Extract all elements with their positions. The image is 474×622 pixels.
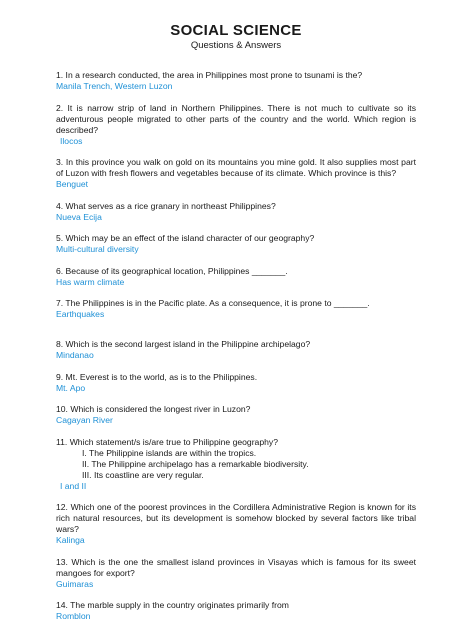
answer-text: Nueva Ecija: [56, 211, 102, 222]
qa-item-5: [56, 233, 416, 255]
qa-item-13: [56, 557, 416, 590]
qa-item-4: [56, 201, 416, 223]
question-text: 7. The Philippines is in the Pacific plate. As a consequence, it is prone to _______.: [56, 298, 370, 308]
question-text: 14. The marble supply in the country originates primarily from: [56, 600, 289, 610]
question-text: 5. Which may be an effect of the island character of our geography?: [56, 233, 315, 243]
question-text: 6. Because of its geographical location, Philippines _______.: [56, 265, 288, 276]
qa-item-6: [56, 266, 416, 288]
answer-text: Mindanao: [56, 350, 94, 360]
document-subtitle: Questions & Answers: [190, 40, 282, 51]
qa-item-11: [56, 437, 416, 492]
answer-text: Earthquakes: [56, 309, 105, 319]
statement-item: II. The Philippine archipelago has a remarkable biodiversity.: [82, 458, 309, 469]
answer-text: Has warm climate: [56, 276, 125, 287]
question-text: 1. In a research conducted, the area in Philippines most prone to tsunami is the?: [56, 70, 363, 80]
answer-text: Mt. Apo: [56, 382, 86, 393]
question-text: 3. In this province you walk on gold on its mountains you mine gold. It also supplies most part of Luzon with fresh flowers and vegetables because of its climate. Which province is this?: [56, 157, 416, 178]
statement-item: I. The Philippine islands are within the tropics.: [82, 447, 257, 458]
statement-list: [56, 448, 416, 481]
qa-item-8: [56, 339, 416, 361]
statement-item: III. Its coastline are very regular.: [82, 469, 204, 480]
question-text: 12. Which one of the poorest provinces in the Cordillera Administrative Region is known for its rich natural resources, but its development is somehow blocked by several factors like tribal wars?: [56, 502, 416, 534]
answer-text: Guimaras: [56, 578, 94, 589]
qa-item-2: [56, 103, 416, 147]
document-title: SOCIAL SCIENCE: [170, 22, 302, 39]
question-text: 11. Which statement/s is/are true to Philippine geography?: [56, 436, 278, 447]
question-text: 2. It is narrow strip of land in Northern Philippines. There is not much to cultivate so its adventurous people migrated to other parts of the country and the world. Which region is described?: [56, 102, 416, 135]
qa-item-7: [56, 298, 416, 320]
answer-text: Ilocos: [60, 135, 83, 146]
qa-item-10: [56, 404, 416, 426]
qa-item-3: [56, 157, 416, 190]
question-text: 10. Which is considered the longest river in Luzon?: [56, 404, 251, 414]
qa-list: [56, 70, 416, 622]
answer-text: Benguet: [56, 179, 89, 189]
question-text: 4. What serves as a rice granary in northeast Philippines?: [56, 200, 276, 211]
answer-text: I and II: [60, 480, 87, 491]
qa-item-9: [56, 372, 416, 394]
question-text: 13. Which is the one the smallest island provinces in Visayas which is famous for its sweet mangoes for export?: [56, 556, 416, 578]
qa-item-12: [56, 502, 416, 546]
question-text: 9. Mt. Everest is to the world, as is to the Philippines.: [56, 371, 258, 382]
answer-text: Manila Trench, Western Luzon: [56, 81, 173, 91]
answer-text: Cagayan River: [56, 415, 113, 425]
answer-text: Romblon: [56, 611, 91, 621]
qa-item-14: [56, 600, 416, 622]
answer-text: Multi-cultural diversity: [56, 244, 139, 254]
qa-item-1: [56, 70, 416, 92]
answer-text: Kalinga: [56, 535, 85, 545]
question-text: 8. Which is the second largest island in the Philippine archipelago?: [56, 339, 311, 349]
